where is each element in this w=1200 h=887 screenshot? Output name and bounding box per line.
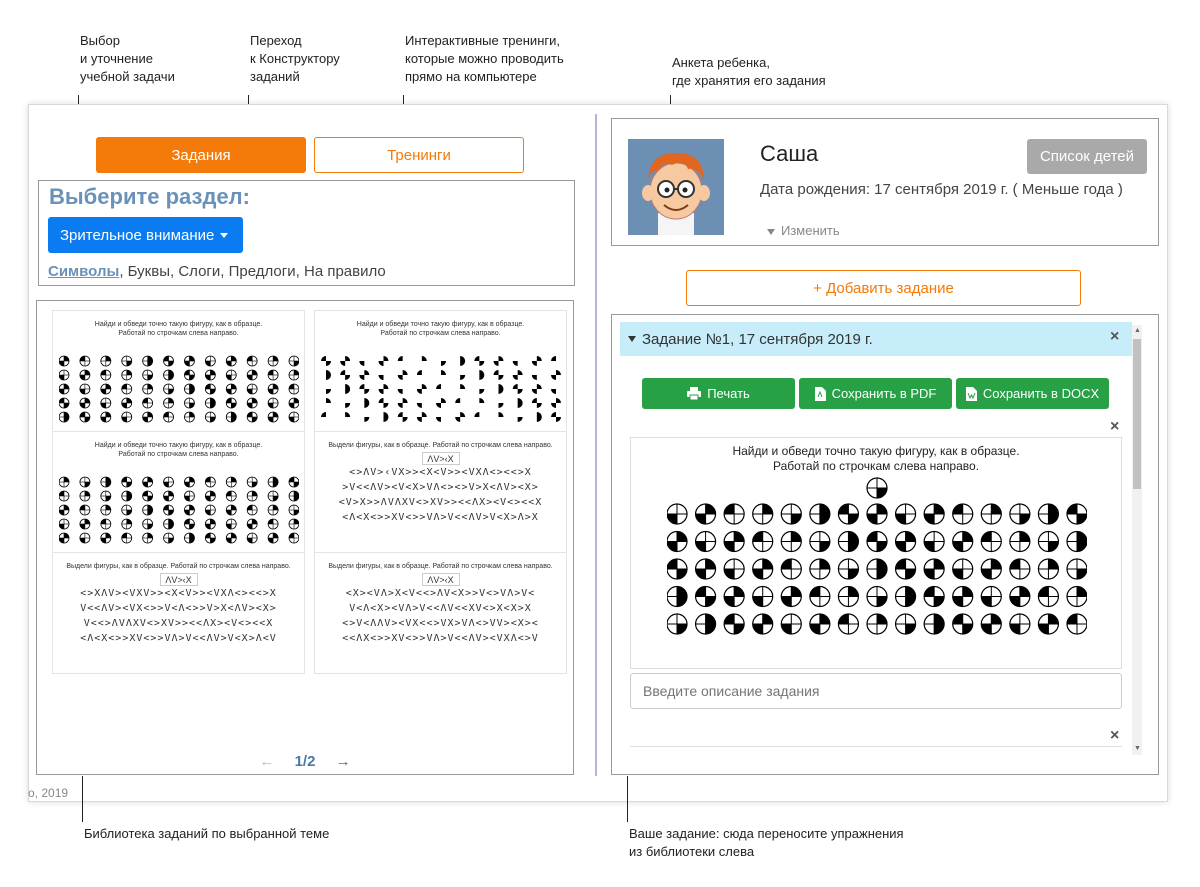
circle-quadrant [441,370,446,375]
circle-quadrant [364,370,369,375]
copyright: о, 2019 [28,786,69,800]
page-indicator: 1/2 [294,753,316,770]
save-docx-label: Сохранить в DOCX [982,386,1100,401]
circle-quadrant [416,389,421,394]
circle-quadrant [536,412,541,417]
save-pdf-button[interactable] [799,378,952,409]
symbol-row: <Λ<X<>>XV<>>VΛ>V<<ΛV>V<X>Λ<V [80,633,277,644]
circle-quadrant [436,384,441,389]
circle-quadrant [517,417,522,422]
children-list-button[interactable]: Список детей [1027,139,1147,174]
circle-quadrant [536,384,541,389]
circle-quadrant [531,389,536,394]
edit-profile-link[interactable] [767,223,840,238]
circle-quadrant [436,417,441,422]
circle-quadrant [460,412,465,417]
circle-quadrant [479,361,484,366]
circle-quadrant [345,412,350,417]
caret-down-icon [220,233,228,238]
print-icon [687,387,701,400]
circle-quadrant [441,361,446,366]
scroll-thumb[interactable] [1133,339,1141,489]
circle-quadrant [460,384,465,389]
circle-quadrant [556,398,561,403]
circle-quadrant [517,389,522,394]
circle-quadrant [474,412,479,417]
circle-quadrant [326,389,331,394]
library-thumbnail[interactable] [314,552,567,674]
circle-quadrant [359,361,364,366]
circle-quadrant [378,398,383,403]
circle-quadrant [536,356,541,361]
symbol-row: <V>X>>ΛVΛXV<>XV>><<ΛX><V<><<X [338,497,543,508]
section-dropdown[interactable] [48,217,243,253]
save-docx-button[interactable] [956,378,1109,409]
scroll-up-icon[interactable]: ▲ [1134,327,1141,334]
close-icon[interactable]: × [1110,328,1120,345]
circle-quadrant [383,417,388,422]
task-header[interactable] [620,322,1132,356]
circle-quadrant [421,384,426,389]
section-title: Выберите раздел: [49,184,250,209]
circle-quadrant [517,370,522,375]
circle-quadrant [397,356,402,361]
add-task-button[interactable]: + Добавить задание [686,270,1081,306]
circle-quadrant [455,398,460,403]
panel-divider [595,114,597,776]
circle-quadrant [402,370,407,375]
circle-quadrant [512,375,517,380]
circle-quadrant [551,412,556,417]
circle-quadrant [551,389,556,394]
circle-quadrant [402,417,407,422]
task-description-input[interactable] [630,673,1122,709]
circle-quadrant [556,370,561,375]
subsection-list: Символы, Буквы, Слоги, Предлоги, На правило [48,263,386,280]
thumb-caption: Найди и обведи точно такую фигуру, как в образце. Работай по строчкам слева направо. [356,321,525,337]
symbol-row: V<<>ΛVΛXV<>XV>><<ΛX><V<><<X [83,618,274,629]
circle-quadrant [479,398,484,403]
circle-quadrant [397,403,402,408]
circle-quadrant [498,384,503,389]
subsection-symbols[interactable]: Символы [48,263,120,280]
circle-quadrant [345,384,350,389]
library-thumbnail[interactable] [52,310,305,432]
library-thumbnail[interactable] [52,431,305,553]
circle-grid [321,338,561,424]
circle-quadrant [378,361,383,366]
circle-quadrant [498,389,503,394]
circle-quadrant [441,398,446,403]
symbol-row: <>V<ΛΛV><VX<<>VX>VΛ<>VV><X>< [342,618,539,629]
circle-grid [59,459,299,545]
caret-down-icon [628,336,636,342]
thumb-caption: Выдели фигуры, как в образце. Работай по строчкам слева направо. [328,563,553,570]
avatar-illustration [628,139,724,235]
subsection-prepositions[interactable]: Предлоги [228,263,296,280]
callout-library: Библиотека заданий по выбранной теме [84,826,330,841]
section-selector [38,180,575,286]
circle-quadrant [493,361,498,366]
circle-quadrant [460,375,465,380]
circle-quadrant [364,398,369,403]
edit-label: Изменить [781,223,840,238]
callout-trainings: Интерактивные тренинги, которые можно проводить прямо на компьютере [405,33,564,84]
task-scrollbar[interactable] [1132,325,1142,755]
circle-quadrant [498,356,503,361]
circle-quadrant [556,417,561,422]
circle-quadrant [536,403,541,408]
circle-quadrant [359,384,364,389]
task-library [36,300,574,775]
close-icon[interactable]: × [1110,418,1120,435]
circle-quadrant [326,375,331,380]
thumb-caption: Выдели фигуры, как в образце. Работай по строчкам слева направо. [328,442,553,449]
task-area [611,314,1159,775]
task-worksheet[interactable] [630,437,1122,669]
circle-grid [667,502,1087,652]
circle-quadrant [364,403,369,408]
thumb-sample: ΛV>‹X [422,452,460,465]
library-thumbnail[interactable] [314,310,567,432]
circle-quadrant [493,370,498,375]
symbol-row: V<Λ<X><VΛ>V<<ΛV<<XV<>X<X>X [349,603,532,614]
circle-quadrant [517,398,522,403]
circle-quadrant [479,375,484,380]
circle-quadrant [397,375,402,380]
circle-quadrant [326,370,331,375]
circle-quadrant [397,389,402,394]
docx-icon [966,387,977,401]
circle-quadrant [479,389,484,394]
scroll-down-icon[interactable]: ▼ [1134,745,1141,752]
circle-quadrant [378,389,383,394]
circle-quadrant [498,403,503,408]
symbol-row: V<<ΛV><VX<>>V<Λ<>>V>X<ΛV><X> [80,603,277,614]
circle-quadrant [383,403,388,408]
circle-quadrant [321,412,326,417]
circle-quadrant [345,389,350,394]
child-name: Саша [760,141,819,166]
symbol-row: <<ΛX<>>XV<>>VΛ>V<<ΛV><VXΛ<>V [342,633,539,644]
library-thumbnail[interactable] [314,431,567,553]
task-title: Задание №1, 17 сентября 2019 г. [642,330,873,348]
callout-line [82,776,83,822]
circle-quadrant [421,356,426,361]
callout-your-task: Ваше задание: сюда переносите упражнения из библиотеки слева [629,826,904,859]
circle-quadrant [402,398,407,403]
circle-quadrant [359,375,364,380]
pdf-icon [815,387,826,401]
thumb-caption: Найди и обведи точно такую фигуру, как в образце. Работай по строчкам слева направо. [94,442,263,458]
callout-line [627,776,628,822]
symbol-row: <>ΛV>‹VX>><X<V>><VXΛ<><<>X [349,467,532,478]
circle-quadrant [531,398,536,403]
thumb-sample: ΛV>‹X [422,573,460,586]
circle-quadrant [536,417,541,422]
child-profile [611,118,1159,246]
callout-select-task: Выбор и уточнение учебной задачи [80,33,175,84]
subsection-letters[interactable]: Буквы [127,263,170,280]
circle-quadrant [512,384,517,389]
symbol-row: <Λ<X<>>XV<>>VΛ>V<<ΛV>V<X>Λ>X [342,512,539,523]
circle-quadrant [512,361,517,366]
callout-profile: Анкета ребенка, где хранятия его задания [672,55,826,88]
circle-quadrant [421,412,426,417]
circle-quadrant [551,375,556,380]
circle-quadrant [551,403,556,408]
circle-quadrant [321,356,326,361]
circle-quadrant [455,417,460,422]
circle-quadrant [364,389,369,394]
close-icon[interactable]: × [1110,727,1120,744]
symbol-row: <X><VΛ>X<V<<>ΛV<X>>V<>VΛ>V< [345,588,536,599]
arrow-left-icon[interactable]: ← [259,753,275,770]
tab-trainings[interactable]: Тренинги [314,137,524,173]
circle-quadrant [383,412,388,417]
circle-quadrant [345,403,350,408]
circle-quadrant [340,370,345,375]
tab-tasks[interactable]: Задания [96,137,306,173]
circle-quadrant [416,403,421,408]
circle-grid [59,338,299,424]
thumb-caption: Выдели фигуры, как в образце. Работай по строчкам слева направо. [66,563,291,570]
print-label: Печать [707,386,750,401]
circle-quadrant [397,412,402,417]
circle-quadrant [416,370,421,375]
library-pager [37,753,573,770]
dropdown-label: Зрительное внимание [60,226,215,244]
print-button[interactable] [642,378,795,409]
circle-quadrant [460,356,465,361]
circle-quadrant [479,370,484,375]
thumb-caption: Найди и обведи точно такую фигуру, как в образце. Работай по строчкам слева направо. [94,321,263,337]
circle-quadrant [378,375,383,380]
circle-quadrant [364,417,369,422]
sample-figure [865,476,889,500]
circle-quadrant [345,375,350,380]
library-thumbnail[interactable] [52,552,305,674]
symbol-row: <>XΛV><VXV>><X<V>><VXΛ<><<>X [80,588,277,599]
circle-quadrant [531,361,536,366]
circle-quadrant [517,403,522,408]
circle-quadrant [498,375,503,380]
circle-quadrant [383,356,388,361]
arrow-right-icon[interactable]: → [335,753,351,770]
subsection-syllables[interactable]: Слоги [178,263,221,280]
circle-quadrant [436,403,441,408]
save-pdf-label: Сохранить в PDF [831,386,937,401]
avatar [628,139,724,235]
circle-quadrant [340,361,345,366]
circle-quadrant [498,412,503,417]
caret-down-icon [767,229,775,235]
circle-quadrant [460,361,465,366]
birth-date: Дата рождения: 17 сентября 2019 г. ( Меньше года ) [760,181,1123,198]
circle-quadrant [326,361,331,366]
circle-quadrant [474,356,479,361]
circle-quadrant [551,356,556,361]
circle-quadrant [345,356,350,361]
thumb-sample: ΛV>‹X [160,573,198,586]
symbol-row: >V<<ΛV><V<X>VΛ<><>V>X<ΛV><X> [342,482,539,493]
circle-quadrant [531,375,536,380]
circle-quadrant [416,417,421,422]
circle-quadrant [326,398,331,403]
task-worksheet[interactable] [630,746,1122,775]
circle-quadrant [383,384,388,389]
subsection-rule[interactable]: На правило [303,263,386,280]
worksheet-caption: Найди и обведи точно такую фигуру, как в образце. Работай по строчкам слева направо. [732,444,1020,473]
callout-constructor: Переход к Конструктору заданий [250,33,340,84]
